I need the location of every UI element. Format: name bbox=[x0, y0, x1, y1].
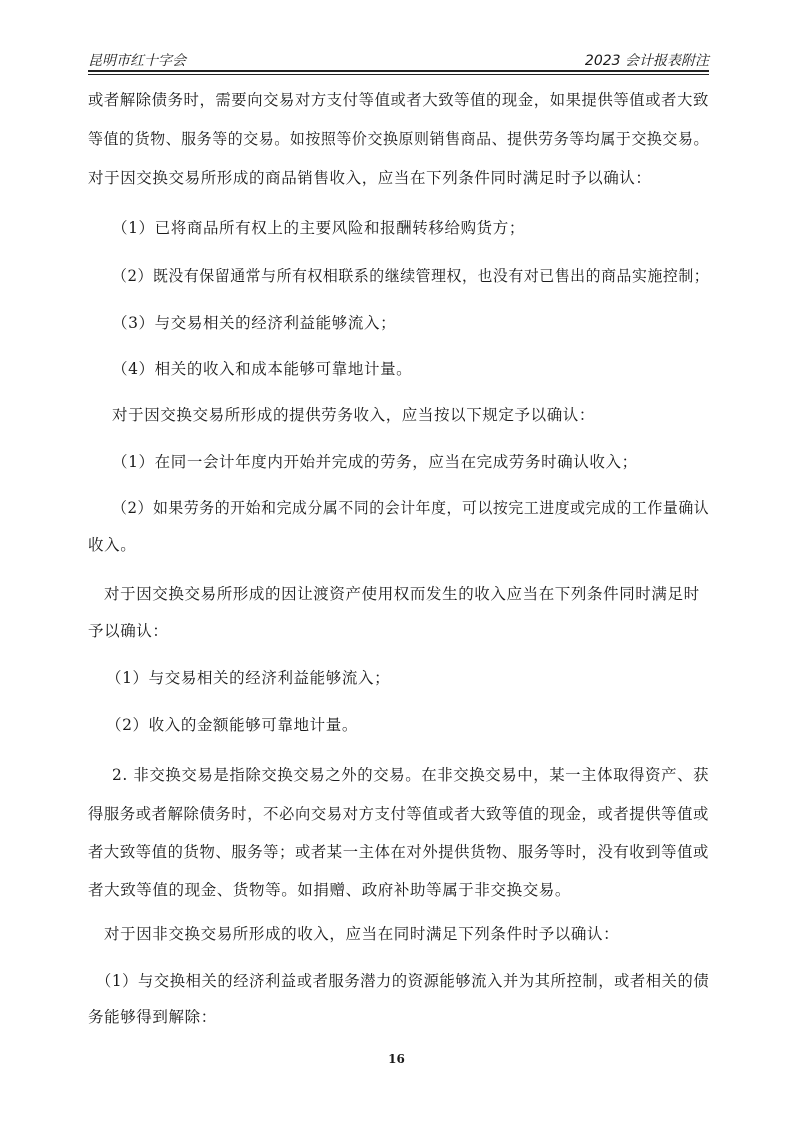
body-line: 对于因交换交易所形成的因让渡资产使用权而发生的收入应当在下列条件同时满足时 bbox=[104, 585, 700, 603]
body-line: 务能够得到解除： bbox=[88, 1008, 217, 1026]
body-line: 等值的货物、服务等的交易。如按照等价交换原则销售商品、提供劳务等均属于交换交易。 bbox=[88, 130, 710, 148]
body-line: 或者解除债务时，需要向交易对方支付等值或者大致等值的现金，如果提供等值或者大致 bbox=[88, 91, 709, 109]
body-line: （1）与交易相关的经济利益能够流入； bbox=[106, 669, 391, 687]
body-line: 对于因非交换交易所形成的收入，应当在同时满足下列条件时予以确认： bbox=[104, 925, 620, 943]
body-line: 予以确认： bbox=[88, 622, 169, 640]
page-number: 16 bbox=[388, 1052, 405, 1066]
header-document-title: 2023 会计报表附注 bbox=[584, 53, 709, 69]
body-line: （2）既没有保留通常与所有权相联系的继续管理权，也没有对已售出的商品实施控制； bbox=[112, 267, 710, 285]
body-line: 2. 非交换交易是指除交换交易之外的交易。在非交换交易中，某一主体取得资产、获 bbox=[112, 766, 710, 784]
body-line: （1）在同一会计年度内开始并完成的劳务，应当在完成劳务时确认收入； bbox=[112, 453, 638, 471]
body-line: （4）相关的收入和成本能够可靠地计量。 bbox=[112, 360, 413, 378]
body-line: 得服务或者解除债务时，不必向交易对方支付等值或者大致等值的现金，或者提供等值或 bbox=[88, 805, 709, 823]
body-line: 收入。 bbox=[88, 536, 137, 554]
body-line: （2）如果劳务的开始和完成分属不同的会计年度，可以按完工进度或完成的工作量确认 bbox=[112, 499, 710, 517]
body-line: （3）与交易相关的经济利益能够流入； bbox=[112, 314, 397, 332]
header-organization: 昆明市红十字会 bbox=[88, 53, 186, 69]
body-line: （1）与交换相关的经济利益或者服务潜力的资源能够流入并为其所控制，或者相关的债 bbox=[96, 972, 710, 990]
body-line: 者大致等值的现金、货物等。如捐赠、政府补助等属于非交换交易。 bbox=[88, 881, 572, 899]
page-header bbox=[88, 46, 709, 72]
body-line: （2）收入的金额能够可靠地计量。 bbox=[106, 716, 358, 734]
body-line: 者大致等值的货物、服务等；或者某一主体在对外提供货物、服务等时，没有收到等值或 bbox=[88, 843, 709, 861]
header-rule bbox=[88, 74, 709, 75]
body-line: （1）已将商品所有权上的主要风险和报酬转移给购货方； bbox=[112, 219, 525, 237]
body-line: 对于因交换交易所形成的商品销售收入，应当在下列条件同时满足时予以确认： bbox=[88, 169, 652, 187]
body-line: 对于因交换交易所形成的提供劳务收入，应当按以下规定予以确认： bbox=[112, 406, 596, 424]
